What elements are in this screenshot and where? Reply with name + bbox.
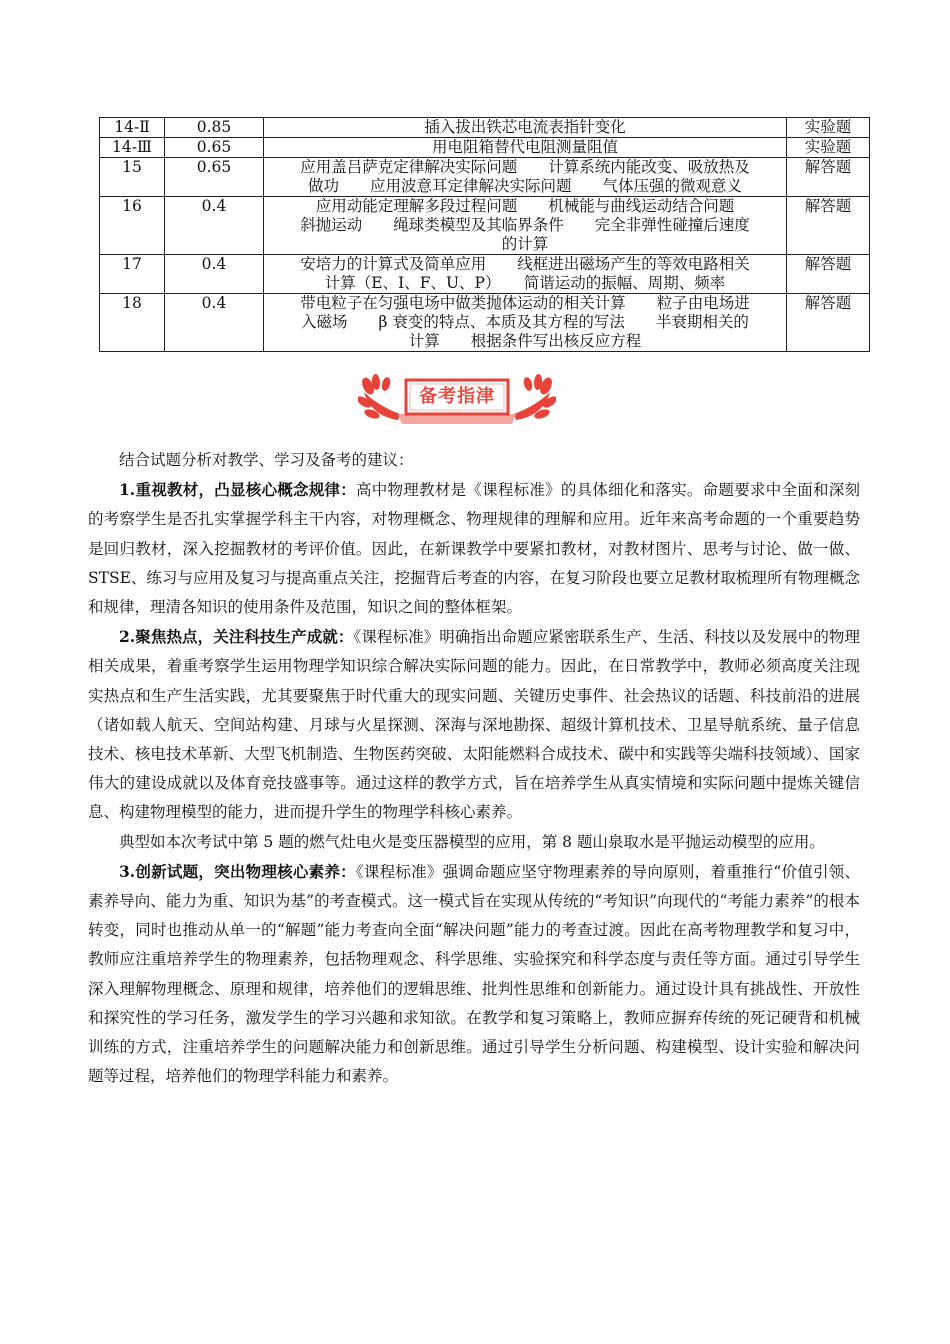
section-2-paragraph [88, 622, 860, 827]
table-row [100, 255, 870, 294]
question-number-cell: 18 [100, 294, 165, 352]
knowledge-point-line: 计算（E、I、F、U、P） 简谐运动的振幅、周期、频率 [324, 274, 726, 292]
section-3-paragraph [88, 857, 860, 1092]
question-type-cell: 实验题 [787, 138, 870, 158]
knowledge-point-line: 应用盖吕萨克定律解决实际问题 计算系统内能改变、吸放热及 [300, 158, 750, 176]
table-row [100, 138, 870, 158]
knowledge-points-cell [264, 138, 787, 158]
knowledge-table [99, 117, 870, 352]
knowledge-points-cell [264, 294, 787, 352]
difficulty-cell: 0.4 [165, 255, 264, 294]
section-1-text: 高中物理教材是《课程标准》的具体细化和落实。命题要求中全面和深刻的考察学生是否扎实掌握学科主干内容，对物理概念、物理规律的理解和应用。近年来高考命题的一个重要趋势是回归教材，深入挖掘教材的考评价值。因此，在新课教学中要紧扣教材，对教材图片、思考与讨论、做一做、STSE、练习与应用及复习与提高重点关注，挖掘背后考查的内容，在复习阶段也要立足教材取梳理所有物理概念和规律，理清各知识的使用条件及范围，知识之间的整体框架。 [88, 481, 860, 617]
section-3-text: 《课程标准》强调命题应坚守物理素养的导向原则，着重推行“价值引领、素养导向、能力为重、知识为基”的考查模式。这一模式旨在实现从传统的“考知识”向现代的“考能力素养”的根本转变，同时也推动从单一的“解题”能力考查向全面“解决问题”能力的考查过渡。因此在高考物理教学和复习中，教师应注重培养学生的物理素养，包括物理观念、科学思维、实验探究和科学态度与责任等方面。通过引导学生深入理解物理概念、原理和规律，培养他们的逻辑思维、批判性思维和创新能力。通过设计具有挑战性、开放性和探究性的学习任务，激发学生的学习兴趣和求知欲。在教学和复习策略上，教师应摒弃传统的死记硬背和机械训练的方式，注重培养学生的问题解决能力和创新思维。通过引导学生分析问题、构建模型、设计实验和解决问题等过程，培养他们的物理学科能力和素养。 [88, 862, 860, 1086]
knowledge-point-line: 斜抛运动 绳球类模型及其临界条件 完全非弹性碰撞后速度 [300, 216, 750, 234]
difficulty-cell: 0.65 [165, 158, 264, 197]
section-1-paragraph [88, 475, 860, 622]
question-type-cell: 解答题 [787, 294, 870, 352]
knowledge-point-line: 带电粒子在匀强电场中做类抛体运动的相关计算 粒子由电场进 [300, 294, 750, 312]
question-number-cell: 16 [100, 197, 165, 255]
knowledge-point-line: 计算 根据条件写出核反应方程 [408, 332, 642, 350]
article-body [88, 446, 860, 1091]
knowledge-points-cell [264, 118, 787, 138]
question-number-cell: 15 [100, 158, 165, 197]
section-2-text: 《课程标准》明确指出命题应紧密联系生产、生活、科技以及发展中的物理相关成果，着重考察学生运用物理学知识综合解决实际问题的能力。因此，在日常教学中，教师必须高度关注现实热点和生产生活实践，尤其要聚焦于时代重大的现实问题、关键历史事件、社会热议的话题、科技前沿的进展（诸如载人航天、空间站构建、月球与火星探测、深海与深地勘探、超级计算机技术、卫星导航系统、量子信息技术、核电技术革新、大型飞机制造、生物医药突破、太阳能燃料合成技术、碳中和实践等尖端科技领域）、国家伟大的建设成就以及体育竞技盛事等。通过这样的教学方式，旨在培养学生从真实情境和实际问题中提炼关键信息、构建物理模型的能力，进而提升学生的物理学科核心素养。 [88, 628, 860, 822]
intro-paragraph: 结合试题分析对教学、学习及备考的建议： [119, 451, 414, 469]
question-number-cell: 17 [100, 255, 165, 294]
question-type-cell: 实验题 [787, 118, 870, 138]
table-row [100, 294, 870, 352]
difficulty-cell: 0.85 [165, 118, 264, 138]
question-type-cell: 解答题 [787, 158, 870, 197]
knowledge-point-line: 应用动能定理解多段过程问题 机械能与曲线运动结合问题 [315, 197, 735, 215]
section-2-example: 典型如本次考试中第 5 题的燃气灶电火是变压器模型的应用，第 8 题山泉取水是平抛运动模型的应用。 [119, 832, 825, 851]
table-row [100, 118, 870, 138]
knowledge-points-cell [264, 255, 787, 294]
difficulty-cell: 0.4 [165, 197, 264, 255]
knowledge-point-line: 的计算 [501, 235, 549, 253]
table-row [100, 158, 870, 197]
question-number-cell: 14-Ⅱ [100, 118, 165, 138]
difficulty-cell: 0.65 [165, 138, 264, 158]
question-type-cell: 解答题 [787, 197, 870, 255]
question-type-cell: 解答题 [787, 255, 870, 294]
section-banner [358, 372, 556, 428]
knowledge-point-line: 做功 应用波意耳定律解决实际问题 气体压强的微观意义 [307, 177, 742, 195]
section-1-title: 1.重视教材，凸显核心概念规律： [119, 480, 357, 500]
knowledge-point-line: 安培力的计算式及简单应用 线框进出磁场产生的等效电路相关 [300, 255, 750, 273]
knowledge-point-line: 入磁场 β 衰变的特点、本质及其方程的写法 半衰期相关的 [301, 313, 749, 331]
banner-label: 备考指津 [419, 386, 495, 407]
table-row [100, 197, 870, 255]
table-body [100, 118, 870, 352]
knowledge-points-cell [264, 197, 787, 255]
knowledge-point-line: 用电阻箱替代电阻测量阻值 [431, 138, 618, 156]
section-3-title: 3.创新试题，突出物理核心素养： [119, 861, 356, 881]
knowledge-point-line: 插入拔出铁芯电流表指针变化 [424, 118, 626, 136]
difficulty-cell: 0.4 [165, 294, 264, 352]
knowledge-points-cell [264, 158, 787, 197]
question-number-cell: 14-Ⅲ [100, 138, 165, 158]
section-2-title: 2.聚焦热点，关注科技生产成就： [119, 627, 354, 647]
